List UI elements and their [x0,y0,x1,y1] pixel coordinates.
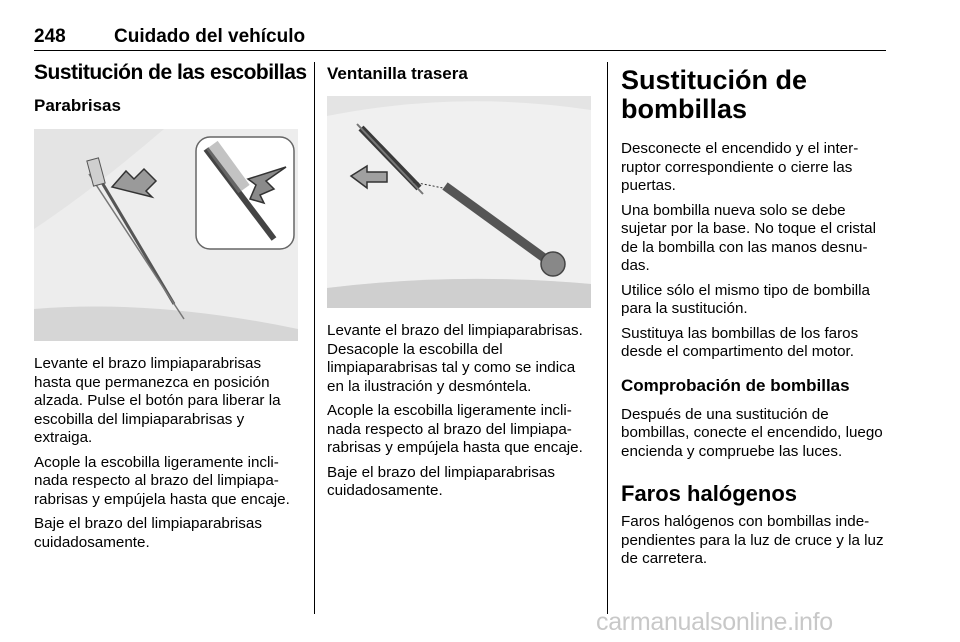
column-divider [314,62,315,614]
paragraph: Baje el brazo del limpiaparabrisas cuidadosamente. [327,463,555,499]
paragraph: Baje el brazo del limpiaparabrisas cuidadosamente. [34,515,262,551]
heading-halogen-headlights: Faros halógenos [621,481,798,506]
column-windshield [34,60,307,552]
column-bulbs [621,60,889,569]
subheading-rear-window: Ventanilla trasera [327,64,468,83]
page-number: 248 [34,26,66,47]
paragraph: Acople la escobilla ligeramente inclinada respecto al brazo del limpiaparabrisas y empújela hasta que encaje. [327,402,583,456]
running-title: Cuidado del vehículo [114,26,306,47]
paragraph: Una bombilla nueva solo se debe sujetar por la base. No toque el cristal de la bombilla con las manos desnudas. [621,201,876,274]
watermark: carmanualsonline.info [596,608,833,636]
column-rear-window [327,60,595,501]
paragraph: Faros halógenos con bombillas independientes para la luz de cruce y la luz de carretera. [621,513,884,567]
paragraph: Sustituya las bombillas de los faros desde el compartimento del motor. [621,324,859,360]
subheading-windshield: Parabrisas [34,96,121,115]
paragraph: Acople la escobilla ligeramente inclinada respecto al brazo del limpiaparabrisas y empújela hasta que encaje. [34,453,290,508]
rear-wiper-illustration [327,96,591,308]
paragraph: Desconecte el encendido y el interruptor correspondiente o cierre las puertas. [621,140,859,194]
section-heading-bulb-replacement: Sustitución de bombillas [621,65,808,124]
section-heading-wiper-replacement: Sustitución de las escobillas [34,61,307,84]
subheading-bulb-check: Comprobación de bombillas [621,375,850,395]
paragraph: Levante el brazo del limpiaparabrisas. Desacople la escobilla del limpiaparabrisas tal y como se indica en la ilustración y desmóntela. [327,322,583,395]
paragraph: Utilice sólo el mismo tipo de bombilla para la sustitución. [621,281,871,317]
paragraph: Después de una sustitución de bombillas, conecte el encendido, luego encienda y compruebe las luces. [621,405,883,460]
page-header [34,24,886,51]
column-divider [607,62,608,614]
windshield-wiper-illustration [34,129,298,341]
paragraph: Levante el brazo limpiaparabrisas hasta que permanezca en posición alzada. Pulse el botón para liberar la escobilla del limpiaparabrisas y extraiga. [34,355,281,446]
